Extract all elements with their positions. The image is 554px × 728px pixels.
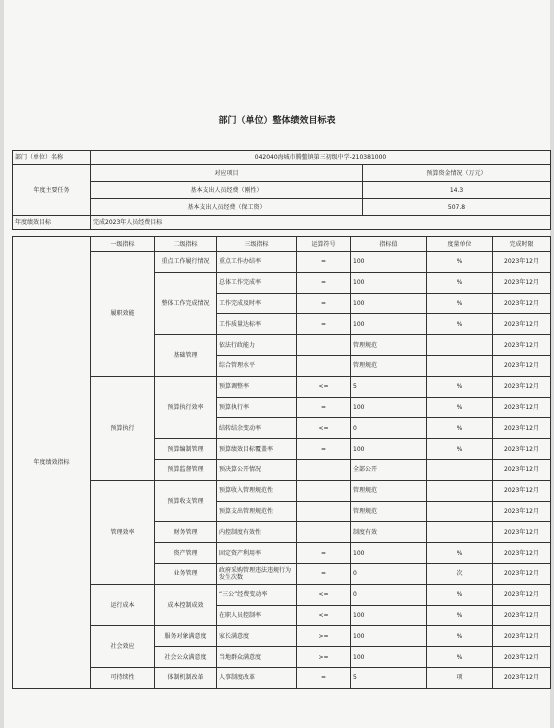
level2-indicator: 预算编制管理 <box>155 439 217 460</box>
level1-indicator: 履职效能 <box>91 252 155 377</box>
measure-unit: 次 <box>427 563 493 584</box>
level2-indicator: 体制机制改革 <box>155 667 217 688</box>
measure-unit <box>427 522 493 543</box>
level2-indicator: 成本控制成效 <box>155 584 217 626</box>
indicator-value: 100 <box>351 272 427 293</box>
operator <box>297 459 351 480</box>
level3-indicator: 政府采购管理违法违规行为发生次数 <box>217 563 297 584</box>
deadline: 2023年12月 <box>493 272 551 293</box>
deadline: 2023年12月 <box>493 355 551 376</box>
measure-unit: % <box>427 272 493 293</box>
operator: <= <box>297 376 351 397</box>
level3-indicator: 预算绩效目标覆盖率 <box>217 439 297 460</box>
level1-indicator: 运行成本 <box>91 584 155 626</box>
deadline: 2023年12月 <box>493 252 551 273</box>
level2-indicator: 整体工作完成情况 <box>155 272 217 334</box>
indicator-value: 100 <box>351 252 427 273</box>
level2-indicator: 预算监督管理 <box>155 459 217 480</box>
indicator-value: 管理规范 <box>351 501 427 522</box>
measure-unit: 项 <box>427 667 493 688</box>
measure-unit <box>427 335 493 356</box>
measure-unit: % <box>427 605 493 626</box>
operator: = <box>297 272 351 293</box>
level1-indicator: 可持续性 <box>91 667 155 688</box>
deadline: 2023年12月 <box>493 501 551 522</box>
level2-indicator: 财务管理 <box>155 522 217 543</box>
level3-indicator: 固定资产利用率 <box>217 543 297 564</box>
level3-indicator: 结转结余变动率 <box>217 418 297 439</box>
task-item: 基本支出人员经费（刚性） <box>91 182 363 199</box>
indicator-value: 5 <box>351 376 427 397</box>
operator: = <box>297 252 351 273</box>
goal-label: 年度绩效目标 <box>13 216 91 230</box>
deadline: 2023年12月 <box>493 335 551 356</box>
indicator-value: 100 <box>351 543 427 564</box>
operator: = <box>297 543 351 564</box>
deadline: 2023年12月 <box>493 397 551 418</box>
operator: = <box>297 293 351 314</box>
indicator-value: 100 <box>351 314 427 335</box>
indicator-value: 制度有效 <box>351 522 427 543</box>
column-header: 完成时限 <box>493 237 551 252</box>
column-header: 二级指标 <box>155 237 217 252</box>
indicator-value: 100 <box>351 605 427 626</box>
deadline: 2023年12月 <box>493 480 551 501</box>
operator: = <box>297 667 351 688</box>
level3-indicator: 预算调整率 <box>217 376 297 397</box>
task-item: 基本支出人员经费（保工资） <box>91 199 363 216</box>
deadline: 2023年12月 <box>493 626 551 647</box>
level2-indicator: 预算收支管理 <box>155 480 217 522</box>
level3-indicator: 人事制度改革 <box>217 667 297 688</box>
deadline: 2023年12月 <box>493 418 551 439</box>
unit-label: 部门（单位）名称 <box>13 151 91 165</box>
document-page <box>4 0 550 728</box>
operator: >= <box>297 626 351 647</box>
measure-unit <box>427 459 493 480</box>
operator: <= <box>297 605 351 626</box>
level2-indicator: 业务管理 <box>155 563 217 584</box>
operator <box>297 501 351 522</box>
level3-indicator: 内控制度有效性 <box>217 522 297 543</box>
unit-value: 042040海城市腾鳌镇第三初级中学-210381000 <box>91 151 551 165</box>
level3-indicator: 重点工作办结率 <box>217 252 297 273</box>
level3-indicator: 工作质量达标率 <box>217 314 297 335</box>
indicators-side-label: 年度绩效指标 <box>13 237 91 689</box>
level3-indicator: 预决算公开情况 <box>217 459 297 480</box>
measure-unit: % <box>427 647 493 668</box>
indicator-value: 100 <box>351 647 427 668</box>
level3-indicator: 预算收入管理规范性 <box>217 480 297 501</box>
indicator-value: 100 <box>351 439 427 460</box>
table-row <box>13 376 551 397</box>
level2-indicator: 资产管理 <box>155 543 217 564</box>
operator <box>297 522 351 543</box>
operator <box>297 480 351 501</box>
level3-indicator: 依法行政能力 <box>217 335 297 356</box>
deadline: 2023年12月 <box>493 563 551 584</box>
deadline: 2023年12月 <box>493 584 551 605</box>
indicator-value: 管理规范 <box>351 335 427 356</box>
level1-indicator: 预算执行 <box>91 376 155 480</box>
task-label: 年度主要任务 <box>13 165 91 216</box>
column-header: 运算符号 <box>297 237 351 252</box>
deadline: 2023年12月 <box>493 543 551 564</box>
deadline: 2023年12月 <box>493 439 551 460</box>
indicator-value: 管理规范 <box>351 355 427 376</box>
indicator-value: 0 <box>351 563 427 584</box>
measure-unit: % <box>427 584 493 605</box>
measure-unit <box>427 501 493 522</box>
indicators-table <box>12 236 551 689</box>
level3-indicator: 综合管理水平 <box>217 355 297 376</box>
level3-indicator: 在职人员控制率 <box>217 605 297 626</box>
task-amount: 507.8 <box>363 199 551 216</box>
table-row <box>13 667 551 688</box>
level3-indicator: 预算支出管理规范性 <box>217 501 297 522</box>
column-header: 指标值 <box>351 237 427 252</box>
deadline: 2023年12月 <box>493 293 551 314</box>
measure-unit <box>427 355 493 376</box>
operator: <= <box>297 584 351 605</box>
operator: = <box>297 314 351 335</box>
table-row <box>13 480 551 501</box>
col-budget-header: 预算资金情况（万元） <box>363 165 551 182</box>
table-row <box>13 626 551 647</box>
indicator-value: 100 <box>351 397 427 418</box>
col-item-header: 对应项目 <box>91 165 363 182</box>
indicator-value: 全部公开 <box>351 459 427 480</box>
column-header: 一级指标 <box>91 237 155 252</box>
column-header: 三级指标 <box>217 237 297 252</box>
level3-indicator: “三公”经费变动率 <box>217 584 297 605</box>
indicator-value: 管理规范 <box>351 480 427 501</box>
measure-unit: % <box>427 626 493 647</box>
level2-indicator: 预算执行效率 <box>155 376 217 438</box>
level3-indicator: 家长满意度 <box>217 626 297 647</box>
deadline: 2023年12月 <box>493 647 551 668</box>
task-amount: 14.3 <box>363 182 551 199</box>
operator: >= <box>297 647 351 668</box>
level2-indicator: 社会公众满意度 <box>155 647 217 668</box>
level3-indicator: 总体工作完成率 <box>217 272 297 293</box>
measure-unit: % <box>427 439 493 460</box>
deadline: 2023年12月 <box>493 459 551 480</box>
operator <box>297 355 351 376</box>
measure-unit <box>427 480 493 501</box>
indicator-value: 0 <box>351 584 427 605</box>
operator: <= <box>297 418 351 439</box>
level3-indicator: 预算执行率 <box>217 397 297 418</box>
operator: = <box>297 563 351 584</box>
summary-table <box>12 150 551 230</box>
indicator-value: 100 <box>351 293 427 314</box>
measure-unit: % <box>427 397 493 418</box>
operator <box>297 335 351 356</box>
table-row <box>13 584 551 605</box>
measure-unit: % <box>427 543 493 564</box>
page-title: 部门（单位）整体绩效目标表 <box>218 116 336 126</box>
deadline: 2023年12月 <box>493 605 551 626</box>
deadline: 2023年12月 <box>493 522 551 543</box>
operator: = <box>297 397 351 418</box>
measure-unit: % <box>427 376 493 397</box>
measure-unit: % <box>427 252 493 273</box>
level2-indicator: 服务对象满意度 <box>155 626 217 647</box>
operator: = <box>297 439 351 460</box>
table-row <box>13 252 551 273</box>
measure-unit: % <box>427 314 493 335</box>
level1-indicator: 社会效应 <box>91 626 155 668</box>
indicator-value: 5 <box>351 667 427 688</box>
deadline: 2023年12月 <box>493 314 551 335</box>
deadline: 2023年12月 <box>493 667 551 688</box>
level2-indicator: 基础管理 <box>155 335 217 377</box>
deadline: 2023年12月 <box>493 376 551 397</box>
column-header: 度量单位 <box>427 237 493 252</box>
level3-indicator: 当地群众满意度 <box>217 647 297 668</box>
goal-value: 完成2023年人员经费目标 <box>91 216 551 230</box>
indicator-value: 0 <box>351 418 427 439</box>
indicator-value: 100 <box>351 626 427 647</box>
level2-indicator: 重点工作履行情况 <box>155 252 217 273</box>
measure-unit: % <box>427 293 493 314</box>
level3-indicator: 工作完成及时率 <box>217 293 297 314</box>
level1-indicator: 管理效率 <box>91 480 155 584</box>
measure-unit: % <box>427 418 493 439</box>
